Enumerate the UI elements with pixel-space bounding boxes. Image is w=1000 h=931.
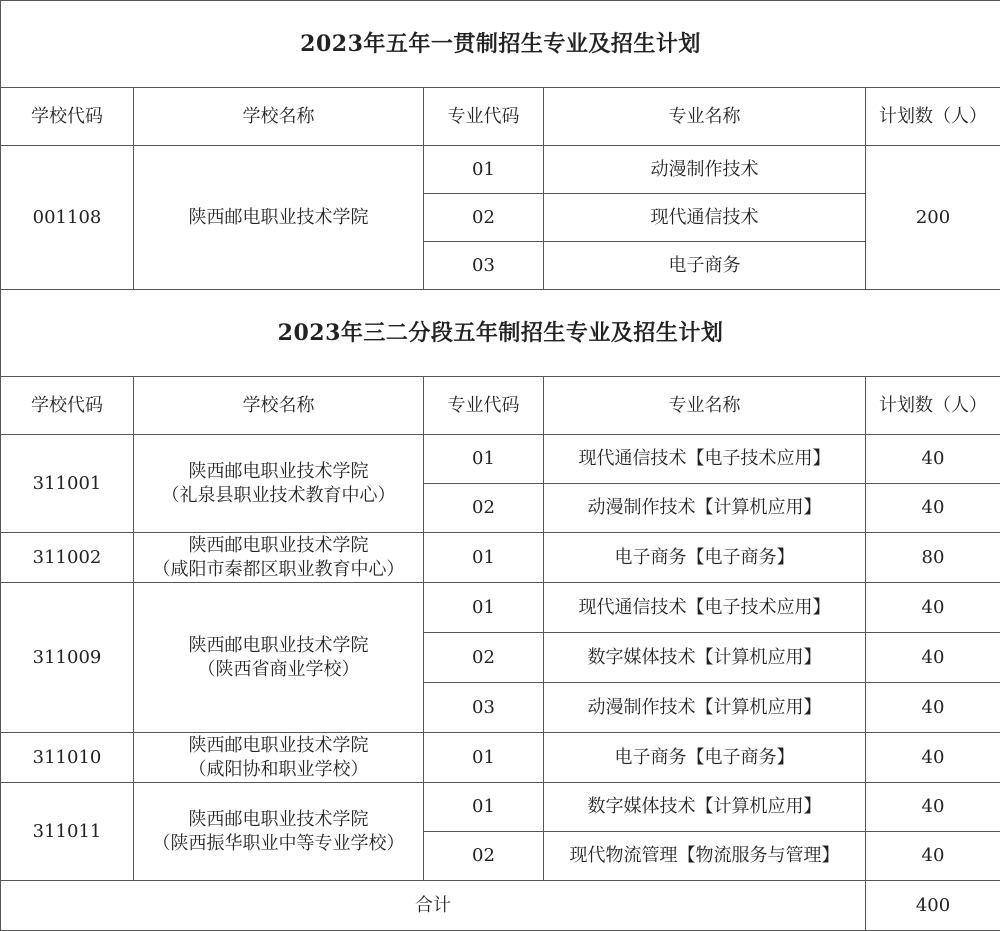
- partner-school-name: （礼泉县职业技术教育中心）: [134, 484, 423, 508]
- major-name: 动漫制作技术【计算机应用】: [544, 683, 866, 733]
- major-code: 02: [424, 633, 544, 683]
- school-name-cell: [134, 435, 424, 533]
- header-major-name: 专业名称: [544, 377, 866, 435]
- plan-count: 40: [866, 832, 1000, 881]
- major-name: 数字媒体技术【计算机应用】: [544, 633, 866, 683]
- school-name-cell: [134, 733, 424, 783]
- section2-title-row: [1, 290, 1000, 377]
- plan-count: 40: [866, 484, 1000, 533]
- plan-count: 40: [866, 435, 1000, 484]
- header-school-name: 学校名称: [134, 377, 424, 435]
- major-code: 01: [424, 783, 544, 832]
- plan-count: 40: [866, 783, 1000, 832]
- major-code: 02: [424, 194, 544, 242]
- plan-count: 40: [866, 583, 1000, 633]
- section1-title-row: [1, 1, 1000, 88]
- header-major-name: 专业名称: [544, 88, 866, 146]
- major-name: 数字媒体技术【计算机应用】: [544, 783, 866, 832]
- major-code: 01: [424, 146, 544, 194]
- section2-header-row: [1, 377, 1000, 435]
- major-name: 动漫制作技术【计算机应用】: [544, 484, 866, 533]
- plan-count: 200: [866, 146, 1000, 290]
- major-name: 电子商务【电子商务】: [544, 733, 866, 783]
- major-code: 02: [424, 832, 544, 881]
- major-name: 现代通信技术【电子技术应用】: [544, 435, 866, 484]
- table-row: [1, 146, 1000, 194]
- table-row: [1, 583, 1000, 633]
- school-name: 陕西邮电职业技术学院: [134, 734, 423, 758]
- plan-count: 40: [866, 683, 1000, 733]
- major-name: 电子商务【电子商务】: [544, 533, 866, 583]
- section1-header-row: [1, 88, 1000, 146]
- school-name: 陕西邮电职业技术学院: [134, 808, 423, 832]
- plan-count: 80: [866, 533, 1000, 583]
- total-label: 合计: [1, 881, 866, 931]
- total-row: [1, 881, 1000, 931]
- major-code: 01: [424, 435, 544, 484]
- header-plan-count: 计划数（人）: [866, 377, 1000, 435]
- header-school-code: 学校代码: [1, 377, 134, 435]
- table-row: [1, 533, 1000, 583]
- major-code: 02: [424, 484, 544, 533]
- school-name: 陕西邮电职业技术学院: [134, 460, 423, 484]
- table-row: [1, 733, 1000, 783]
- school-name-cell: [134, 583, 424, 733]
- partner-school-name: （陕西省商业学校）: [134, 658, 423, 682]
- plan-count: 40: [866, 733, 1000, 783]
- table-row: [1, 783, 1000, 832]
- table-row: [1, 435, 1000, 484]
- school-code: 311010: [1, 733, 134, 783]
- major-name: 现代物流管理【物流服务与管理】: [544, 832, 866, 881]
- plan-count: 40: [866, 633, 1000, 683]
- school-name: 陕西邮电职业技术学院: [134, 634, 423, 658]
- school-code: 311002: [1, 533, 134, 583]
- header-major-code: 专业代码: [424, 88, 544, 146]
- major-code: 03: [424, 683, 544, 733]
- major-code: 01: [424, 583, 544, 633]
- major-name: 现代通信技术: [544, 194, 866, 242]
- section1-title: 2023年五年一贯制招生专业及招生计划: [1, 1, 1000, 88]
- school-code: 001108: [1, 146, 134, 290]
- section2-title: 2023年三二分段五年制招生专业及招生计划: [1, 290, 1000, 377]
- header-school-name: 学校名称: [134, 88, 424, 146]
- total-value: 400: [866, 881, 1000, 931]
- school-name-cell: [134, 783, 424, 881]
- school-name-cell: [134, 533, 424, 583]
- header-school-code: 学校代码: [1, 88, 134, 146]
- partner-school-name: （咸阳协和职业学校）: [134, 758, 423, 782]
- major-code: 03: [424, 242, 544, 290]
- school-code: 311011: [1, 783, 134, 881]
- major-name: 动漫制作技术: [544, 146, 866, 194]
- partner-school-name: （咸阳市秦都区职业教育中心）: [134, 558, 423, 582]
- school-name: 陕西邮电职业技术学院: [134, 146, 424, 290]
- header-plan-count: 计划数（人）: [866, 88, 1000, 146]
- school-code: 311001: [1, 435, 134, 533]
- school-name: 陕西邮电职业技术学院: [134, 534, 423, 558]
- header-major-code: 专业代码: [424, 377, 544, 435]
- partner-school-name: （陕西振华职业中等专业学校）: [134, 832, 423, 856]
- major-name: 电子商务: [544, 242, 866, 290]
- major-code: 01: [424, 733, 544, 783]
- school-code: 311009: [1, 583, 134, 733]
- major-name: 现代通信技术【电子技术应用】: [544, 583, 866, 633]
- major-code: 01: [424, 533, 544, 583]
